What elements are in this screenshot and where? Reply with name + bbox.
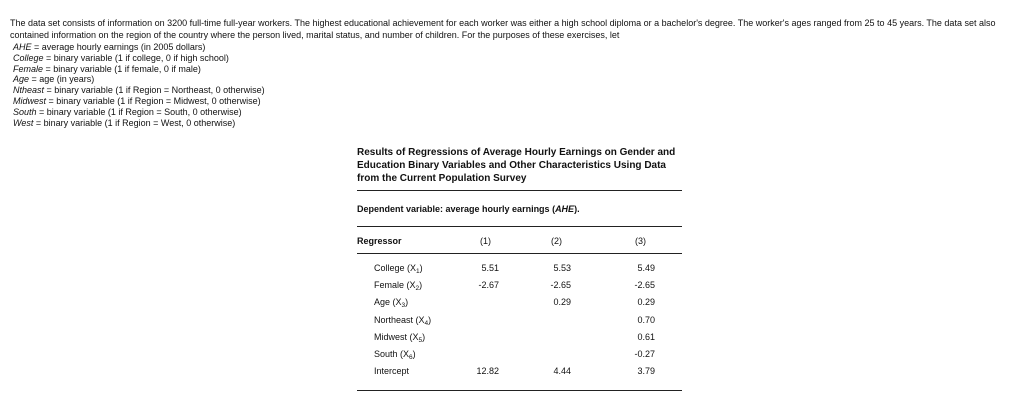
coef-col-3: 5.49 (637, 263, 655, 273)
definition-line (13, 85, 265, 96)
col-header-3: (3) (635, 236, 646, 246)
regressor-subscript: 3 (401, 302, 406, 310)
coef-col-3: 0.70 (637, 314, 655, 325)
definition-var: College (13, 52, 44, 63)
definition-var: AHE (13, 42, 32, 52)
regressor-subscript: 1 (416, 268, 420, 275)
definition-desc: = binary variable (1 if college, 0 if high school) (43, 52, 229, 63)
coef-col-3: -2.65 (634, 280, 655, 291)
coef-col-3: 0.61 (637, 331, 655, 342)
table-row (357, 332, 682, 348)
definition-var: Midwest (13, 95, 47, 106)
regressor-close: ) (419, 280, 423, 291)
definition-var: Female (13, 63, 44, 74)
intro-paragraph: The data set consists of information on 3200 full-time full-year workers. The highest educational achievement for each worker was either a high school diploma or a bachelor's degree. The worker's ages ranged from 25 to 45 years. The data set also contained information on the region of the country where the person lived, marital status, and number of children. For the purposes of these exercises, let (10, 18, 996, 40)
regressor-label: Female (X (374, 280, 416, 291)
regressor-close: ) (422, 331, 426, 342)
definition-desc: = binary variable (1 if Region = Midwest, 0 otherwise) (46, 95, 261, 106)
definition-desc: = binary variable (1 if Region = South, 0 otherwise) (36, 106, 242, 117)
regressor-close: ) (419, 263, 423, 273)
definition-line (13, 64, 265, 75)
coef-col-2: 0.29 (553, 297, 571, 308)
table-row (357, 263, 682, 279)
table-row (357, 297, 682, 313)
dependent-variable-label (357, 204, 580, 214)
col-header-2: (2) (551, 236, 562, 246)
table-row (357, 366, 682, 382)
coef-col-2: -2.65 (550, 280, 571, 291)
top-rule (357, 190, 682, 191)
coef-col-2: 4.44 (553, 366, 571, 377)
table-row (357, 280, 682, 296)
variable-definitions (13, 42, 265, 128)
table-title (357, 146, 682, 185)
table-title-line: from the Current Population Survey (357, 173, 527, 184)
regression-table (357, 146, 682, 377)
coef-col-3: 0.29 (637, 297, 655, 308)
definition-var: South (13, 106, 37, 117)
bottom-rule (357, 390, 682, 391)
table-title-line: Results of Regressions of Average Hourly Earnings on Gender and (357, 147, 676, 158)
regressor-subscript: 2 (415, 285, 420, 293)
coef-col-3: -0.27 (634, 349, 655, 359)
definition-desc: = binary variable (1 if female, 0 if male) (43, 63, 201, 74)
regressor-label: College (X (374, 263, 417, 273)
dependent-label-text: Dependent variable: average hourly earnings ( (357, 204, 556, 214)
definition-var: Age (13, 74, 30, 85)
table-row (357, 315, 682, 331)
coef-col-1: -2.67 (478, 280, 499, 291)
dependent-end: ). (574, 204, 580, 214)
regressor-subscript: 4 (424, 319, 429, 327)
regressor-subscript: 5 (418, 336, 423, 344)
dependent-var: AHE (555, 204, 575, 214)
definition-line (13, 42, 265, 53)
regressor-label: Midwest (X (374, 331, 419, 342)
col-header-1: (1) (480, 236, 491, 246)
regressor-label: South (X (374, 349, 410, 359)
definition-line (13, 107, 265, 118)
coef-col-1: 5.51 (481, 263, 499, 273)
header-top-rule (357, 226, 682, 227)
regressor-label: Intercept (374, 366, 410, 377)
regressor-close: ) (412, 349, 416, 359)
regressor-label: Age (X (374, 297, 402, 308)
coef-col-3: 3.79 (637, 366, 655, 377)
regressor-label: Northeast (X (374, 314, 425, 325)
definition-desc: = average hourly earnings (in 2005 dollars) (31, 42, 206, 52)
regressor-header: Regressor (357, 236, 402, 246)
regressor-name (374, 366, 409, 378)
regressor-close: ) (405, 297, 409, 308)
definition-line (13, 96, 265, 107)
regressor-name (374, 263, 423, 275)
regressor-name (374, 315, 431, 327)
table-title-line: Education Binary Variables and Other Characteristics Using Data (357, 160, 666, 171)
regressor-close: ) (428, 314, 432, 325)
regressor-name (374, 349, 416, 361)
regressor-name (374, 280, 422, 292)
definition-desc: = age (in years) (29, 74, 95, 85)
table-row (357, 349, 682, 365)
coef-col-1: 12.82 (476, 366, 499, 377)
regressor-subscript: 6 (409, 354, 413, 361)
definition-desc: = binary variable (1 if Region = West, 0 otherwise) (33, 117, 236, 128)
regressor-name (374, 297, 408, 309)
definition-var: Ntheast (13, 85, 45, 96)
definition-var: West (13, 117, 34, 128)
definition-desc: = binary variable (1 if Region = Northeast, 0 otherwise) (44, 85, 265, 96)
definition-line (13, 118, 265, 129)
definition-line (13, 74, 265, 85)
definition-line (13, 53, 265, 64)
regressor-name (374, 332, 425, 344)
coef-col-2: 5.53 (553, 263, 571, 273)
header-bottom-rule (357, 253, 682, 254)
